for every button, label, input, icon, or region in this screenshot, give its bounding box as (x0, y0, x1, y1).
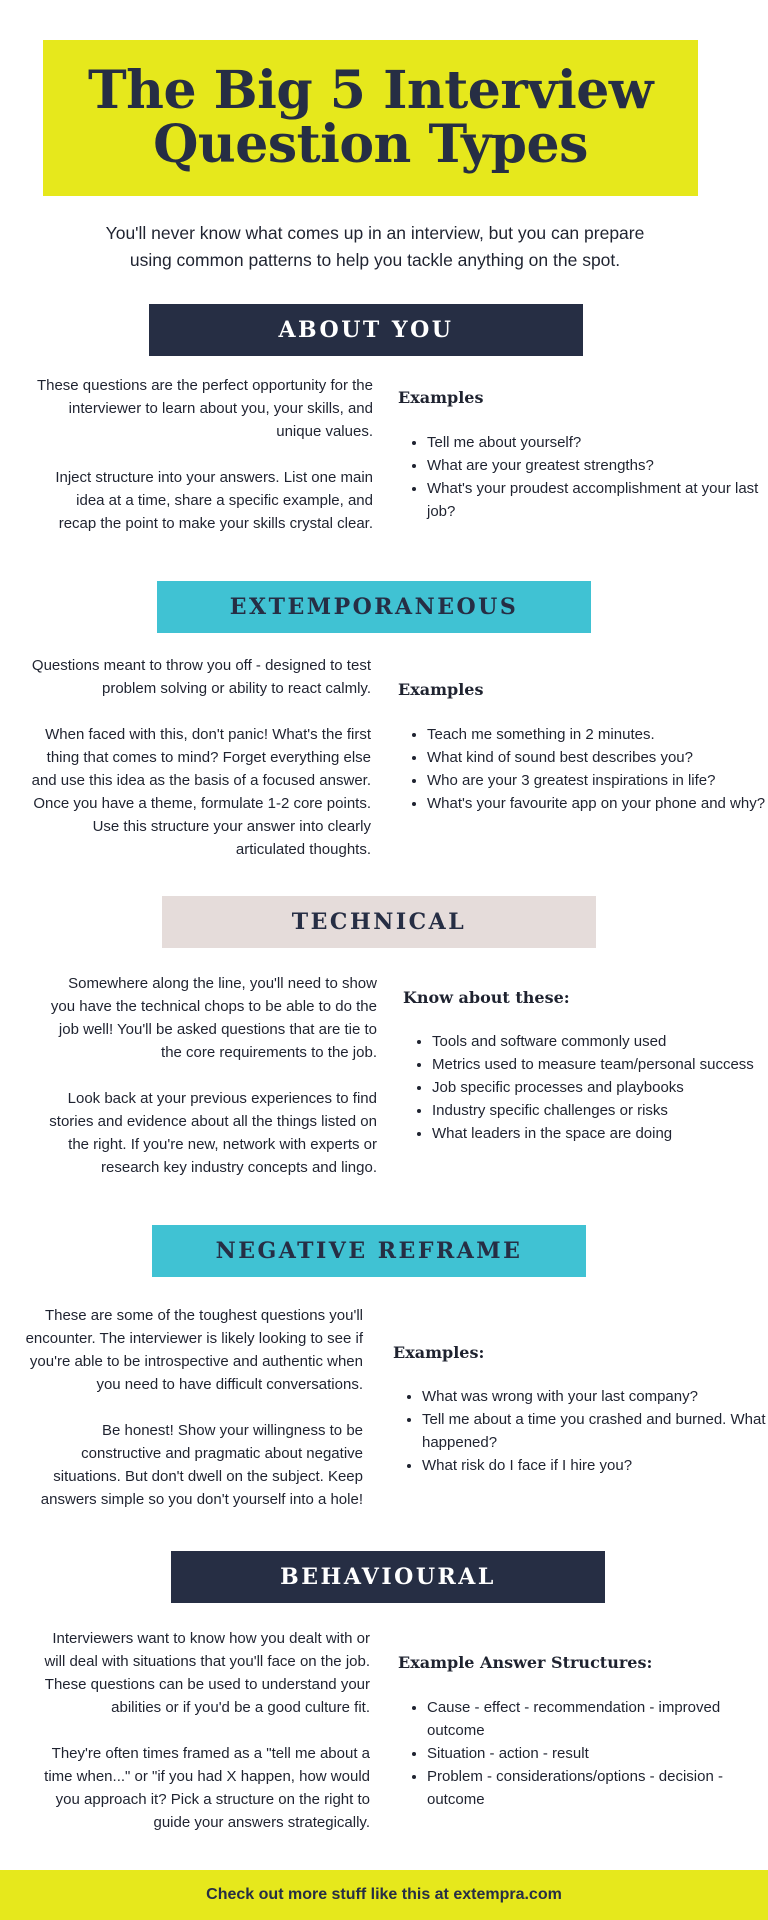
section-heading-behavioural: BEHAVIOURAL (171, 1551, 605, 1603)
section-heading-technical: TECHNICAL (162, 896, 596, 948)
list-item: • What leaders in the space are doing (432, 1122, 768, 1145)
section-paragraph: These questions are the perfect opportunity for the interviewer to learn about you, your skills, and unique values. (36, 377, 373, 440)
examples-list (398, 1696, 767, 1811)
section-heading-negative-reframe: NEGATIVE REFRAME (152, 1225, 586, 1277)
footer-text: Check out more stuff like this at extempra.com (206, 1886, 562, 1903)
section-paragraph: Look back at your previous experiences to find stories and evidence about all the things listed on the right. If you're new, network with experts or research key industry concepts and lingo. (49, 1090, 377, 1176)
list-item: • Tell me about a time you crashed and burned. What happened? (422, 1408, 767, 1454)
list-item: • Job specific processes and playbooks (432, 1076, 768, 1099)
section-heading-extemporaneous: EXTEMPORANEOUS (157, 581, 591, 633)
list-item: • Who are your 3 greatest inspirations in life? (427, 769, 767, 792)
section-paragraph: Be honest! Show your willingness to be constructive and pragmatic about negative situations. But don't dwell on the subject. Keep answers simple so you don't yourself into a hole! (40, 1422, 363, 1508)
section-paragraph: Interviewers want to know how you dealt with or will deal with situations that you'll face on the job. These questions can be used to understand your abilities or if you'd be a good culture fit. (44, 1630, 370, 1716)
list-item: • Metrics used to measure team/personal success (432, 1053, 768, 1076)
examples-heading: Example Answer Structures: (398, 1653, 653, 1672)
section-paragraph: When faced with this, don't panic! What's the first thing that comes to mind? Forget everything else and use this idea as the basis of a focused answer. Once you have a theme, formulate 1-2 core points. Use this structure your answer into clearly articulated thoughts. (31, 726, 371, 858)
section-paragraph: They're often times framed as a "tell me about a time when..." or "if you had X happen, how would you approach it? Pick a structure on the right to guide your answers strategically. (44, 1745, 370, 1831)
section-text-behavioural (30, 1627, 370, 1834)
examples-list (398, 431, 767, 523)
section-text-technical (40, 972, 377, 1179)
section-text-extemporaneous (30, 654, 371, 861)
list-item: • What risk do I face if I hire you? (422, 1454, 767, 1477)
section-paragraph: Questions meant to throw you off - designed to test problem solving or ability to react calmly. (31, 657, 371, 697)
intro-line-1: You'll never know what comes up in an interview, but you can prepare (105, 223, 645, 243)
examples-heading: Examples (398, 388, 484, 407)
section-paragraph: These are some of the toughest questions you'll encounter. The interviewer is likely looking to see if you're able to be introspective and authentic when you need to have difficult conversations. (25, 1307, 363, 1393)
section-paragraph: Somewhere along the line, you'll need to show you have the technical chops to be able to do the job well! You'll be asked questions that are tie to the core requirements to the job. (50, 975, 377, 1061)
section-text-about-you (35, 374, 373, 535)
list-item: • Problem - considerations/options - decision - outcome (427, 1765, 767, 1811)
list-item: • What was wrong with your last company? (422, 1385, 767, 1408)
examples-heading: Examples (398, 680, 484, 699)
section-text-negative-reframe (25, 1304, 363, 1511)
section-paragraph: Inject structure into your answers. List one main idea at a time, share a specific example, and recap the point to make your skills crystal clear. (55, 469, 373, 532)
intro-text (60, 220, 690, 274)
section-heading-about-you: ABOUT YOU (149, 304, 583, 356)
title-line-2: Question Types (153, 114, 588, 175)
list-item: • Industry specific challenges or risks (432, 1099, 768, 1122)
list-item: • Situation - action - result (427, 1742, 767, 1765)
intro-line-2: using common patterns to help you tackle anything on the spot. (129, 250, 621, 270)
list-item: • Tools and software commonly used (432, 1030, 768, 1053)
examples-list (398, 723, 767, 815)
examples-list (393, 1385, 767, 1477)
list-item: • What kind of sound best describes you? (427, 746, 767, 769)
list-item: • What's your proudest accomplishment at your last job? (427, 477, 767, 523)
examples-heading: Examples: (393, 1343, 485, 1362)
title-banner (43, 40, 698, 196)
list-item: • Cause - effect - recommendation - improved outcome (427, 1696, 767, 1742)
footer-banner (0, 1870, 768, 1920)
list-item: • What are your greatest strengths? (427, 454, 767, 477)
list-item: • What's your favourite app on your phone and why? (427, 792, 767, 815)
examples-heading: Know about these: (403, 988, 570, 1007)
examples-list (403, 1030, 768, 1145)
list-item: • Teach me something in 2 minutes. (427, 723, 767, 746)
page-title (87, 60, 654, 175)
title-line-1: The Big 5 Interview (87, 60, 654, 121)
list-item: • Tell me about yourself? (427, 431, 767, 454)
